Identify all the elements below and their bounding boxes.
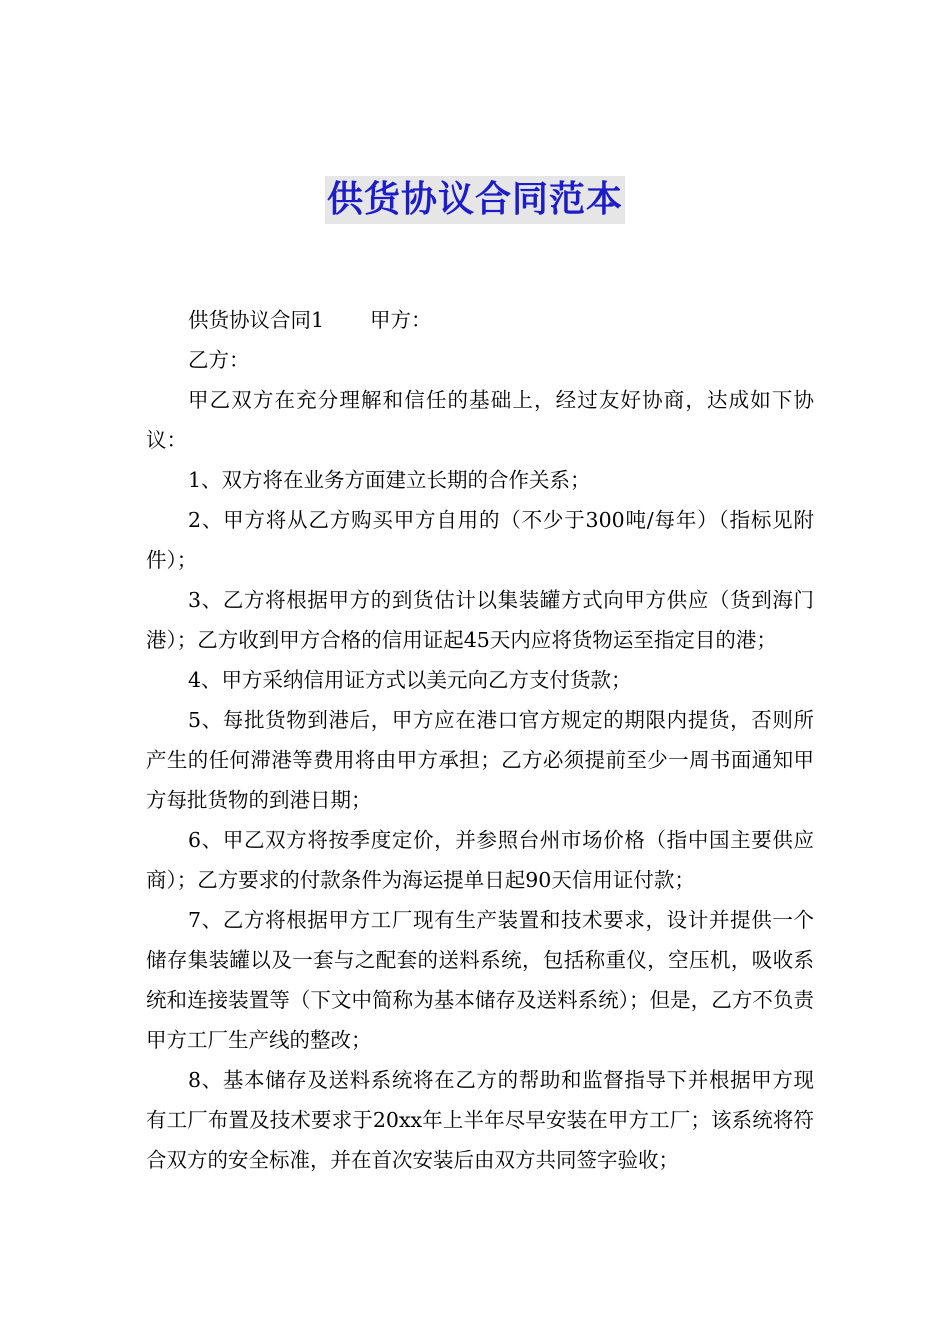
contract-name: 供货协议合同1 <box>188 308 325 332</box>
clause-4: 4、甲方采纳信用证方式以美元向乙方支付货款； <box>188 668 632 692</box>
paragraph-preamble: 甲乙双方在充分理解和信任的基础上，经过友好协商，达成如下协议： <box>146 388 814 452</box>
document-body <box>146 300 814 1180</box>
clause-1: 1、双方将在业务方面建立长期的合作关系； <box>188 468 591 492</box>
party-a-label: 甲方： <box>370 308 432 332</box>
clause-3: 3、乙方将根据甲方的到货估计以集装罐方式向甲方供应（货到海门港）；乙方收到甲方合格的信用证起45天内应将货物运至指定目的港； <box>146 588 814 652</box>
clause-2: 2、甲方将从乙方购买甲方自用的（不少于300吨/每年）（指标见附件）； <box>146 508 814 572</box>
clause-5: 5、每批货物到港后，甲方应在港口官方规定的期限内提货，否则所产生的任何滞港等费用将由甲方承担；乙方必须提前至少一周书面通知甲方每批货物的到港日期； <box>146 708 814 812</box>
contract-header-line <box>146 300 814 340</box>
document-title: 供货协议合同范本 <box>325 176 625 224</box>
title-container <box>0 176 950 224</box>
clause-7: 7、乙方将根据甲方工厂现有生产装置和技术要求，设计并提供一个储存集装罐以及一套与之配套的送料系统，包括称重仪，空压机，吸收系统和连接装置等（下文中简称为基本储存及送料系统）；但是，乙方不负责甲方工厂生产线的整改； <box>146 908 814 1052</box>
clause-8: 8、基本储存及送料系统将在乙方的帮助和监督指导下并根据甲方现有工厂布置及技术要求于20xx年上半年尽早安装在甲方工厂；该系统将符合双方的安全标准，并在首次安装后由双方共同签字验收； <box>146 1068 814 1172</box>
clause-6: 6、甲乙双方将按季度定价，并参照台州市场价格（指中国主要供应商）；乙方要求的付款条件为海运提单日起90天信用证付款； <box>146 828 814 892</box>
paragraph-party-b: 乙方： <box>188 348 250 372</box>
